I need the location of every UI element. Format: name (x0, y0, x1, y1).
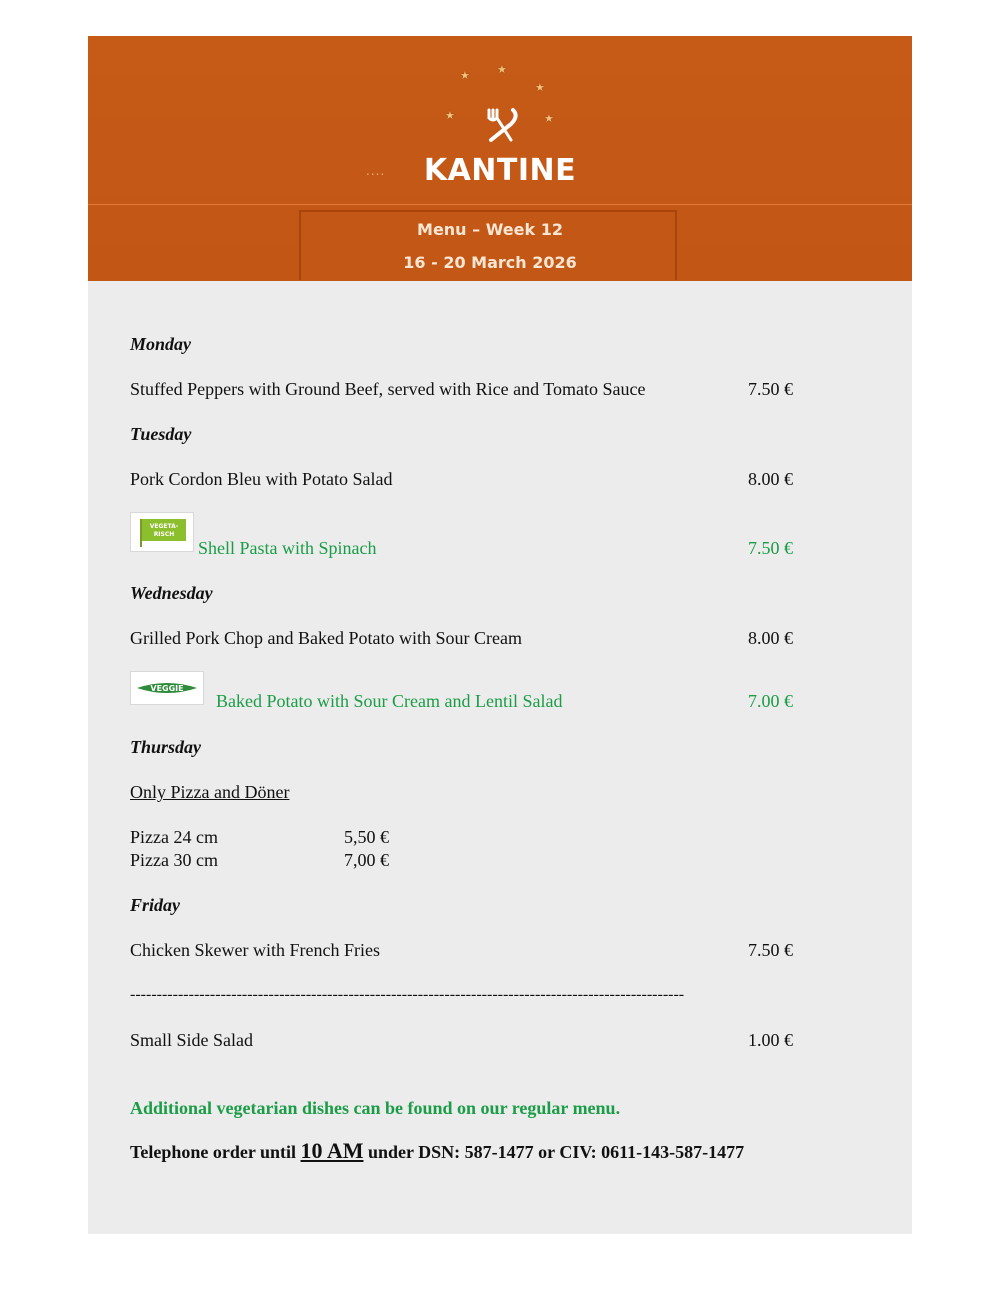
utensils-icon (481, 106, 521, 146)
pizza-small-price: 5,50 € (344, 827, 389, 847)
day-label-wednesday: Wednesday (130, 583, 213, 603)
menu-item-tuesday: Pork Cordon Bleu with Potato Salad (130, 469, 393, 489)
page-title: KANTINE (423, 153, 577, 188)
order-time: 10 AM (300, 1138, 364, 1163)
svg-text:RISCH: RISCH (153, 531, 175, 538)
vegetarian-flag-icon (131, 513, 193, 551)
order-suffix: under DSN: 587-1477 or CIV: 0611-143-587-1477 (363, 1142, 745, 1162)
thursday-note: Only Pizza and Döner (130, 782, 290, 802)
day-label-tuesday: Tuesday (130, 424, 192, 444)
side-price: 1.00 € (748, 1030, 793, 1050)
star-icon: ★ (497, 63, 507, 76)
price-tuesday: 8.00 € (748, 469, 793, 489)
star-icon: ★ (460, 69, 470, 82)
week-subtitle: Menu – Week 12 (417, 220, 563, 239)
star-icon: ★ (544, 112, 554, 125)
star-icon: ★ (445, 109, 455, 122)
veggie-badge (130, 671, 204, 705)
dots-decoration: .... (366, 164, 386, 178)
price-wednesday: 8.00 € (748, 628, 793, 648)
veg-price-tuesday: 7.50 € (748, 538, 793, 558)
veg-price-wednesday: 7.00 € (748, 691, 793, 711)
header-divider (88, 204, 912, 205)
pizza-large: Pizza 30 cm (130, 850, 218, 870)
menu-item-wednesday: Grilled Pork Chop and Baked Potato with Sour Cream (130, 628, 522, 648)
svg-text:VEGETA-: VEGETA- (149, 523, 179, 530)
week-dates: 16 - 20 March 2026 (403, 253, 577, 272)
vegetarian-badge (130, 512, 194, 552)
veg-item-tuesday: Shell Pasta with Spinach (198, 538, 377, 558)
dashed-separator: -------------------------------------------------------------------------------------------------------- (130, 986, 685, 1003)
day-label-monday: Monday (130, 334, 192, 354)
star-icon: ★ (535, 81, 545, 94)
order-prefix: Telephone order until (130, 1142, 301, 1162)
day-label-thursday: Thursday (130, 737, 202, 757)
menu-item-friday: Chicken Skewer with French Fries (130, 940, 380, 960)
veggie-leaf-icon (131, 672, 203, 704)
svg-text:VEGGIE: VEGGIE (150, 684, 184, 693)
veg-item-wednesday: Baked Potato with Sour Cream and Lentil Salad (216, 691, 563, 711)
price-friday: 7.50 € (748, 940, 793, 960)
price-monday: 7.50 € (748, 379, 793, 399)
telephone-order-note (130, 1140, 744, 1163)
pizza-small: Pizza 24 cm (130, 827, 218, 847)
menu-item-monday: Stuffed Peppers with Ground Beef, served with Rice and Tomato Sauce (130, 379, 646, 399)
vegetarian-note: Additional vegetarian dishes can be found on our regular menu. (130, 1098, 621, 1118)
side-item: Small Side Salad (130, 1030, 253, 1050)
menu-header (88, 36, 912, 281)
day-label-friday: Friday (130, 895, 181, 915)
pizza-large-price: 7,00 € (344, 850, 389, 870)
week-box (299, 210, 677, 280)
